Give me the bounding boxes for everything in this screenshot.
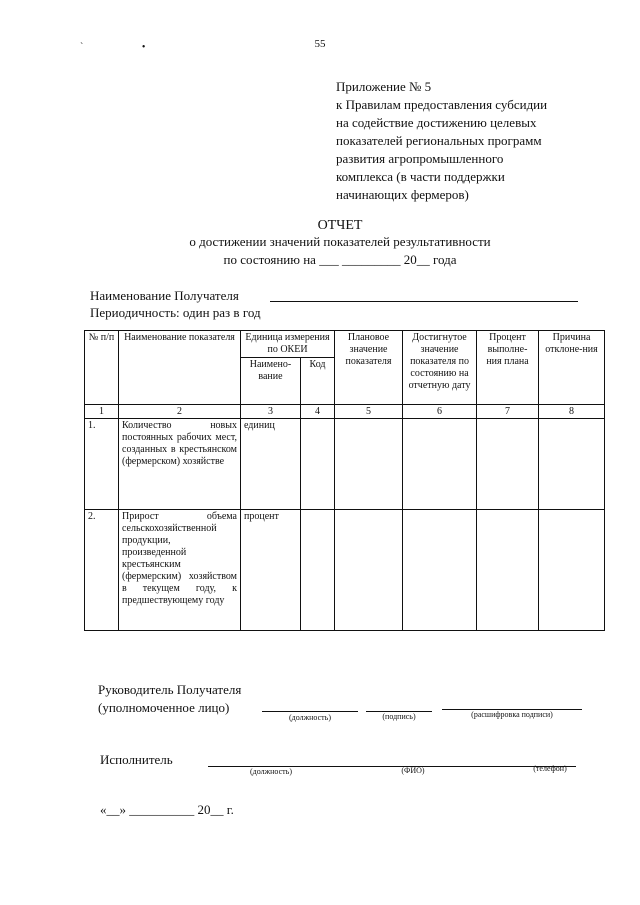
row-code — [301, 419, 335, 510]
recipient-label: Наименование Получателя — [90, 288, 239, 303]
executor-label: Исполнитель — [100, 752, 173, 767]
row-percent — [477, 419, 539, 510]
date-line: «__» __________ 20__ г. — [100, 802, 234, 817]
table-row — [85, 510, 605, 631]
appendix-line: начинающих фермеров) — [336, 187, 469, 202]
row-indicator-name: Прирост объема сельскохозяйственной продукции, произведенной крестьянским (фермерским) хозяйством в текущем году, к предшествующему году — [119, 510, 241, 631]
page-number: 55 — [314, 38, 326, 50]
appendix-line: Приложение № 5 — [336, 79, 432, 94]
appendix-line: показателей региональных программ — [336, 133, 542, 148]
row-unit: процент — [241, 510, 301, 631]
header-planned: Плановое значение показателя — [335, 331, 403, 405]
column-number: 5 — [335, 405, 403, 419]
head-position-line — [262, 711, 358, 712]
head-label: Руководитель Получателя — [98, 682, 242, 697]
column-number: 7 — [477, 405, 539, 419]
row-indicator-name: Количество новых постоянных рабочих мест, созданных в крестьянском (фермерском) хозяйстве — [119, 419, 241, 510]
header-unit-code: Код — [301, 358, 335, 405]
column-number: 6 — [403, 405, 477, 419]
caption-executor-name: (ФИО) — [401, 766, 425, 775]
column-number: 8 — [539, 405, 605, 419]
caption-decode: (расшифровка подписи) — [471, 710, 553, 719]
periodicity: Периодичность: один раз в год — [90, 305, 261, 320]
row-achieved — [403, 419, 477, 510]
appendix-line: на содействие достижению целевых — [336, 115, 537, 130]
scan-specks: ` • — [80, 42, 174, 53]
header-unit-name: Наимено-вание — [241, 358, 301, 405]
row-num: 1. — [85, 419, 119, 510]
indicators-table — [84, 330, 605, 631]
row-code — [301, 510, 335, 631]
row-achieved — [403, 510, 477, 631]
appendix-line: развития агропромышленного — [336, 151, 504, 166]
row-reason — [539, 419, 605, 510]
header-reason: Причина отклоне-ния — [539, 331, 605, 405]
column-number: 1 — [85, 405, 119, 419]
header-num: № п/п — [85, 331, 119, 405]
recipient-fill-line — [270, 301, 578, 302]
header-name: Наименование показателя — [119, 331, 241, 405]
column-number: 3 — [241, 405, 301, 419]
report-subtitle: о достижении значений показателей результативности — [189, 234, 491, 249]
table-header-row — [85, 331, 605, 358]
header-percent: Процент выполне-ния плана — [477, 331, 539, 405]
column-number: 2 — [119, 405, 241, 419]
report-date-line: по состоянию на ___ _________ 20__ года — [223, 252, 457, 267]
table-row — [85, 419, 605, 510]
report-title: ОТЧЕТ — [317, 218, 363, 233]
column-number-row — [85, 405, 605, 419]
appendix-line: комплекса (в части поддержки — [336, 169, 505, 184]
header-achieved: Достигнутое значение показателя по состоянию на отчетную дату — [403, 331, 477, 405]
head-label-2: (уполномоченное лицо) — [98, 700, 230, 715]
caption-executor-phone: (телефон) — [533, 764, 567, 773]
appendix-line: к Правилам предоставления субсидии — [336, 97, 548, 112]
row-unit: единиц — [241, 419, 301, 510]
row-num: 2. — [85, 510, 119, 631]
caption-executor-position: (должность) — [250, 767, 292, 776]
header-unit: Единица измерения по ОКЕИ — [241, 331, 335, 358]
caption-signature: (подпись) — [382, 712, 416, 721]
row-reason — [539, 510, 605, 631]
appendix-header — [336, 78, 616, 204]
row-planned — [335, 510, 403, 631]
row-percent — [477, 510, 539, 631]
row-planned — [335, 419, 403, 510]
column-number: 4 — [301, 405, 335, 419]
caption-position: (должность) — [289, 713, 331, 722]
